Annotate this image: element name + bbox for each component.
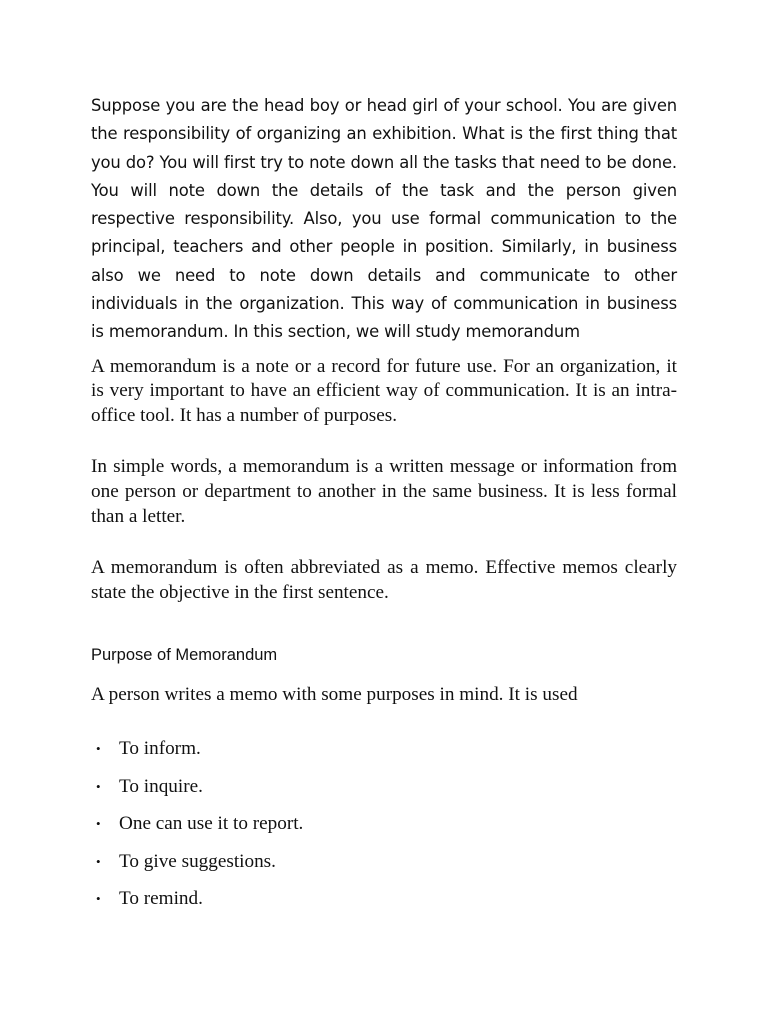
bullet-icon: • <box>96 853 101 869</box>
list-item <box>91 850 677 888</box>
intro-paragraph: Suppose you are the head boy or head girl of your school. You are given the responsibility of organizing an exhibition. What is the first thing that you do? You will first try to note down all the tasks that need to be done. You will note down the details of the task and the person given respective responsibility. Also, you use formal communication to the principal, teachers and other people in position. Similarly, in business also we need to note down details and communicate to other individuals in the organization. This way of communication in business is memorandum. In this section, we will study memorandum <box>91 96 677 342</box>
abbreviation-paragraph: A memorandum is often abbreviated as a memo. Effective memos clearly state the objective in the first sentence. <box>91 557 677 603</box>
list-item-text: To give suggestions. <box>119 850 276 872</box>
document-page <box>91 92 677 925</box>
list-item-text: One can use it to report. <box>119 813 304 835</box>
purposes-list <box>91 737 677 925</box>
purposes-lead: A person writes a memo with some purposes in mind. It is used <box>91 684 578 706</box>
list-item <box>91 812 677 850</box>
list-item <box>91 737 677 775</box>
bullet-icon: • <box>96 778 101 794</box>
definition-paragraph: A memorandum is a note or a record for future use. For an organization, it is very important to have an efficient way of communication. It is an intra-office tool. It has a number of purposes. <box>91 355 677 426</box>
list-item <box>91 887 677 925</box>
bullet-icon: • <box>96 891 101 907</box>
list-item-text: To remind. <box>119 888 203 910</box>
simple-words-paragraph: In simple words, a memorandum is a written message or information from one person or department to another in the same business. It is less formal than a letter. <box>91 456 677 527</box>
bullet-icon: • <box>96 741 101 757</box>
list-item-text: To inquire. <box>119 775 203 797</box>
list-item-text: To inform. <box>119 738 201 760</box>
list-item <box>91 775 677 813</box>
bullet-icon: • <box>96 816 101 832</box>
section-heading: Purpose of Memorandum <box>91 646 278 665</box>
